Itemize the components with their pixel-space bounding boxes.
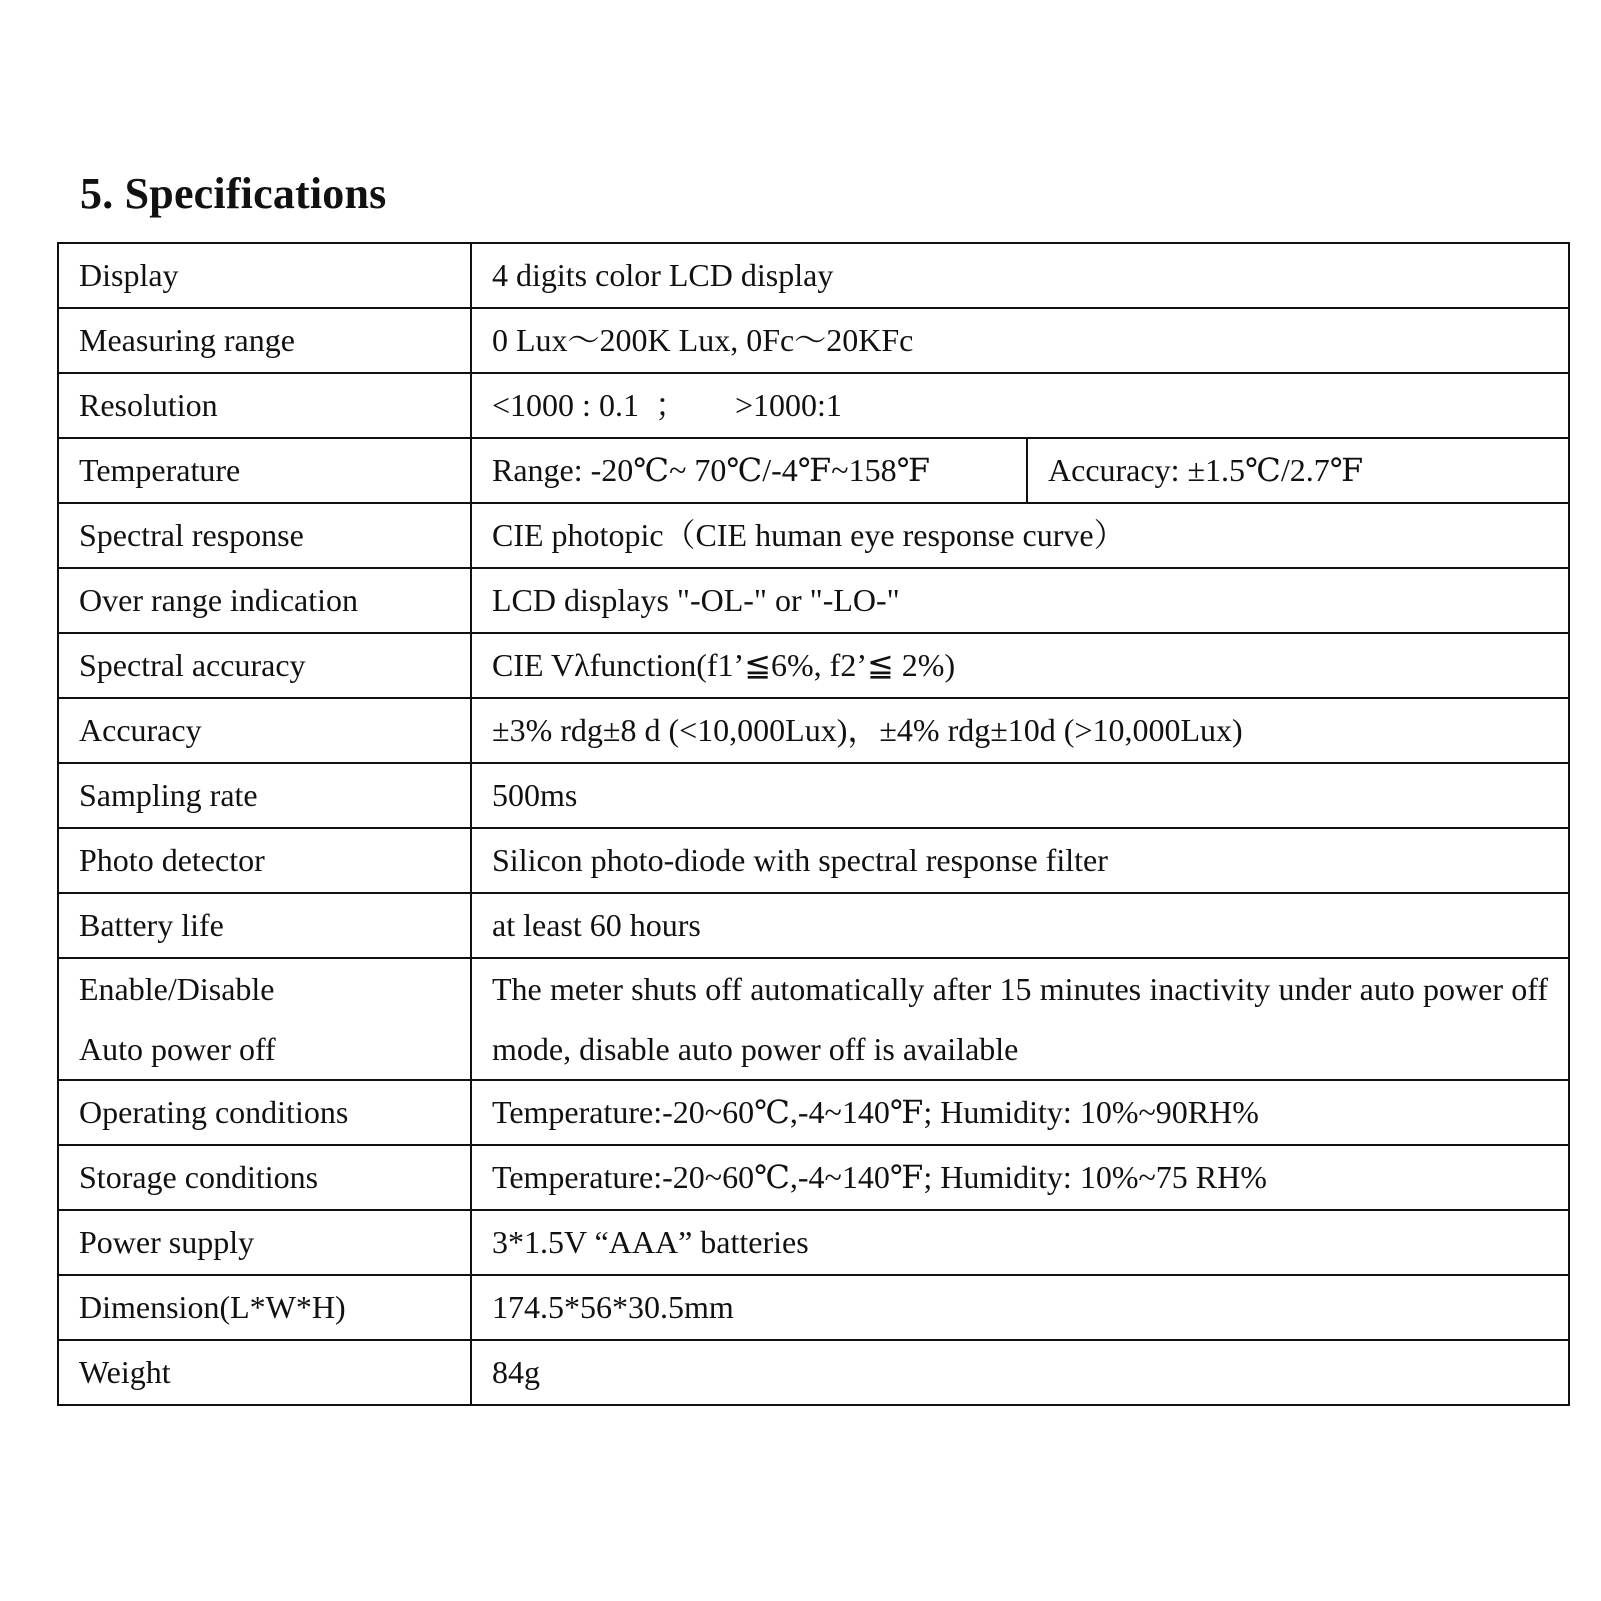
spec-label: Display <box>58 243 471 308</box>
table-row-auto-power-off <box>58 958 1569 1080</box>
table-row-operating-conditions <box>58 1080 1569 1145</box>
spec-label-line-2: Auto power off <box>79 1031 276 1067</box>
table-row-display <box>58 243 1569 308</box>
spec-label: Storage conditions <box>58 1145 471 1210</box>
table-row-weight <box>58 1340 1569 1405</box>
table-row-spectral-accuracy <box>58 633 1569 698</box>
spec-label: Weight <box>58 1340 471 1405</box>
temperature-cell <box>471 438 1569 503</box>
table-row-photo-detector <box>58 828 1569 893</box>
table-row-dimension <box>58 1275 1569 1340</box>
table-row-power-supply <box>58 1210 1569 1275</box>
table-row-accuracy <box>58 698 1569 763</box>
spec-value: The meter shuts off automatically after 15 minutes inactivity under auto power off mode, disable auto power off is available <box>471 958 1569 1080</box>
spec-label <box>58 958 471 1080</box>
spec-label: Sampling rate <box>58 763 471 828</box>
table-row-resolution <box>58 373 1569 438</box>
spec-label: Over range indication <box>58 568 471 633</box>
spec-label: Photo detector <box>58 828 471 893</box>
table-row-temperature <box>58 438 1569 503</box>
table-row-spectral-response <box>58 503 1569 568</box>
spec-value: 4 digits color LCD display <box>471 243 1569 308</box>
spec-value: 500ms <box>471 763 1569 828</box>
table-row-measuring-range <box>58 308 1569 373</box>
table-row-over-range-indication <box>58 568 1569 633</box>
spec-label: Spectral accuracy <box>58 633 471 698</box>
spec-label: Spectral response <box>58 503 471 568</box>
spec-value: LCD displays "-OL-" or "-LO-" <box>471 568 1569 633</box>
temperature-range: Range: -20℃~ 70℃/-4℉~158℉ <box>472 439 1028 502</box>
temperature-accuracy: Accuracy: ±1.5℃/2.7℉ <box>1048 452 1364 489</box>
spec-label: Power supply <box>58 1210 471 1275</box>
spec-label: Dimension(L*W*H) <box>58 1275 471 1340</box>
spec-value: <1000 : 0.1 ； >1000:1 <box>471 373 1569 438</box>
spec-value: at least 60 hours <box>471 893 1569 958</box>
spec-value: CIE photopic（CIE human eye response curve） <box>471 503 1569 568</box>
spec-label-line-1: Enable/Disable <box>79 971 275 1007</box>
specifications-table <box>57 242 1570 1406</box>
spec-value: CIE Vλfunction(f1’≦6%, f2’≦ 2%) <box>471 633 1569 698</box>
table-row-battery-life <box>58 893 1569 958</box>
spec-value: 3*1.5V “AAA” batteries <box>471 1210 1569 1275</box>
spec-value: 174.5*56*30.5mm <box>471 1275 1569 1340</box>
spec-label: Measuring range <box>58 308 471 373</box>
spec-label: Battery life <box>58 893 471 958</box>
spec-label: Resolution <box>58 373 471 438</box>
spec-value: Silicon photo-diode with spectral response filter <box>471 828 1569 893</box>
spec-value: Temperature:-20~60℃,-4~140℉; Humidity: 10%~90RH% <box>471 1080 1569 1145</box>
spec-label: Operating conditions <box>58 1080 471 1145</box>
spec-value: 84g <box>471 1340 1569 1405</box>
spec-value: ±3% rdg±8 d (<10,000Lux)，±4% rdg±10d (>10,000Lux) <box>471 698 1569 763</box>
table-row-sampling-rate <box>58 763 1569 828</box>
spec-value: 0 Lux～200K Lux, 0Fc～20KFc <box>471 308 1569 373</box>
spec-label: Temperature <box>58 438 471 503</box>
page-title: 5. Specifications <box>80 169 387 218</box>
spec-value: Temperature:-20~60℃,-4~140℉; Humidity: 10%~75 RH% <box>471 1145 1569 1210</box>
spec-label: Accuracy <box>58 698 471 763</box>
table-row-storage-conditions <box>58 1145 1569 1210</box>
